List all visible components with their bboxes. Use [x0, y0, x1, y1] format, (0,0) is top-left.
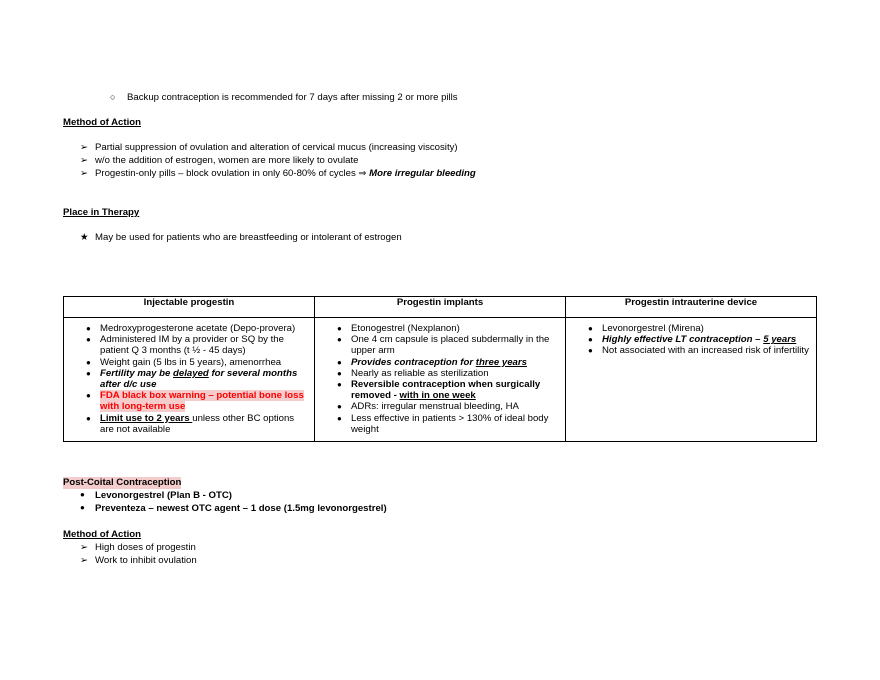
list-item: ● Administered IM by a provider or SQ by the patient Q 3 months (t ½ - 45 days): [70, 334, 308, 356]
fertility-text-a: Fertility may be: [100, 367, 174, 379]
arrow-bullet-icon: ➢: [80, 142, 89, 153]
table-row: [64, 318, 817, 442]
list-item: [321, 357, 559, 368]
list-item: ● One 4 cm capsule is placed subdermally in the upper arm: [321, 334, 559, 356]
fertility-text-c: for several months after d/c use: [100, 367, 298, 391]
fertility-delayed: delayed: [173, 367, 209, 379]
star-bullet-icon: ★: [80, 232, 89, 243]
header-progestin-implants: Progestin implants: [315, 297, 566, 318]
list-item: ● Levonorgestrel (Mirena): [572, 323, 810, 334]
method-of-action-heading-2: Method of Action: [63, 529, 141, 540]
backup-contraception-note: Backup contraception is recommended for 7 days after missing 2 or more pills: [127, 92, 458, 103]
method-item-3: [95, 168, 476, 180]
post-coital-item-1: Levonorgestrel (Plan B - OTC): [95, 490, 232, 501]
header-progestin-iud: Progestin intrauterine device: [566, 297, 817, 318]
place-in-therapy-heading: Place in Therapy: [63, 207, 140, 218]
method-of-action-heading: Method of Action: [63, 117, 141, 128]
progestin-iud-cell: [566, 318, 817, 442]
irregular-bleeding-emphasis: More irregular bleeding: [369, 168, 476, 179]
five-years-text: 5 years: [763, 334, 797, 346]
method-item-1: Partial suppression of ovulation and alteration of cervical mucus (increasing viscosity): [95, 142, 458, 153]
arrow-bullet-icon: ➢: [80, 555, 89, 566]
list-item: ● Etonogestrel (Nexplanon): [321, 323, 559, 334]
list-item: [321, 379, 559, 401]
method-item-2: w/o the addition of estrogen, women are more likely to ovulate: [95, 155, 359, 166]
list-item: [572, 334, 810, 345]
list-item: ● Nearly as reliable as sterilization: [321, 368, 559, 379]
provides-contraception-text: Provides contraception for: [351, 356, 476, 368]
header-injectable-progestin: Injectable progestin: [64, 297, 315, 318]
post-coital-heading: Post-Coital Contraception: [63, 477, 182, 488]
dot-bullet-icon: ●: [80, 503, 85, 512]
list-item: ● Weight gain (5 lbs in 5 years), amenorrhea: [70, 357, 308, 368]
arrow-bullet-icon: ➢: [80, 542, 89, 553]
list-item: ● Less effective in patients > 130% of ideal body weight: [321, 413, 559, 435]
list-item: ● ADRs: irregular menstrual bleeding, HA: [321, 401, 559, 412]
within-one-week-text: with in one week: [399, 390, 476, 402]
list-item: ● Medroxyprogesterone acetate (Depo-provera): [70, 323, 308, 334]
list-item-warning: [70, 390, 308, 412]
injectable-progestin-cell: [64, 318, 315, 442]
post-coital-item-2: Preventeza – newest OTC agent – 1 dose (1.5mg levonorgestrel): [95, 503, 387, 514]
list-item: [70, 413, 308, 435]
method-item-3-text: Progestin-only pills – block ovulation in only 60-80% of cycles ⇒: [95, 168, 370, 179]
list-item: ● Not associated with an increased risk of infertility: [572, 345, 810, 356]
progestin-options-table: [63, 296, 817, 442]
arrow-bullet-icon: ➢: [80, 155, 89, 166]
method2-item-2: Work to inhibit ovulation: [95, 555, 197, 566]
method2-item-1: High doses of progestin: [95, 542, 196, 553]
highly-effective-text: Highly effective LT contraception –: [602, 334, 764, 346]
progestin-implants-cell: [315, 318, 566, 442]
limit-use-text: Limit use to 2 years: [100, 412, 193, 424]
dot-bullet-icon: ●: [80, 490, 85, 499]
fda-black-box-warning: FDA black box warning – potential bone loss with long-term use: [100, 390, 304, 413]
hollow-circle-bullet-icon: ○: [110, 92, 116, 102]
list-item: [70, 368, 308, 390]
arrow-bullet-icon: ➢: [80, 168, 89, 179]
limit-use-remainder: unless other BC options are not available: [100, 412, 295, 435]
reversible-text: Reversible contraception when surgically removed -: [351, 379, 541, 402]
therapy-item: May be used for patients who are breastfeeding or intolerant of estrogen: [95, 232, 402, 243]
three-years-text: three years: [475, 356, 527, 368]
table-header-row: [64, 297, 817, 318]
